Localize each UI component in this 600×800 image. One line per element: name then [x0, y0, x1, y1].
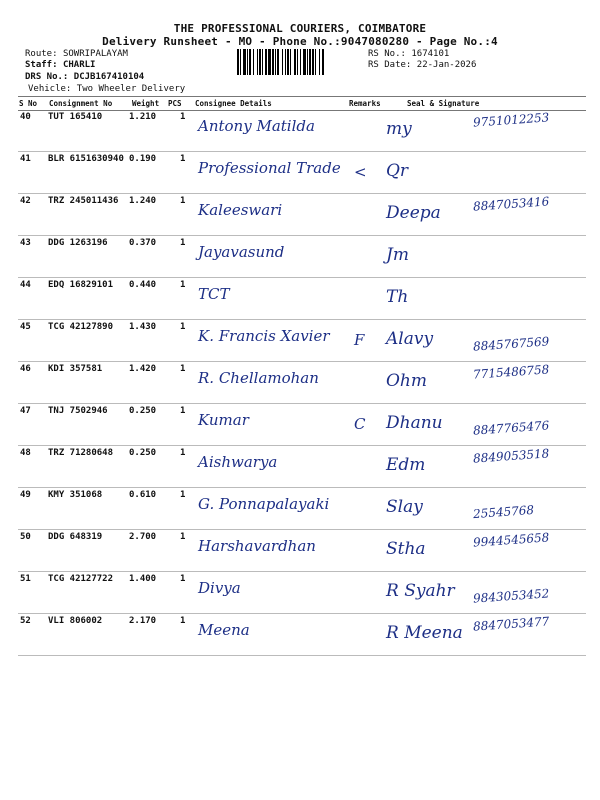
remarks-mark: <: [354, 163, 367, 181]
weight-cell: 1.400: [129, 574, 157, 584]
barcode-bar: [285, 49, 286, 75]
phone-handwriting: 8845767569: [472, 334, 550, 354]
signature: Jm: [386, 245, 409, 265]
table-row: [18, 319, 586, 362]
consignment-cell: TUT 165410: [48, 112, 103, 122]
consignee-handwriting: Aishwarya: [198, 453, 278, 471]
phone-handwriting: 9843053452: [472, 586, 550, 606]
col-remarks: Remarks: [349, 99, 381, 108]
consignee-handwriting: Antony Matilda: [198, 117, 315, 135]
barcode-bar: [249, 49, 251, 75]
pcs-cell: 1: [180, 490, 186, 500]
table-row: [18, 235, 586, 278]
sno-cell: 42: [20, 196, 31, 206]
consignee-handwriting: TCT: [198, 285, 230, 303]
phone-handwriting: 7715486758: [472, 362, 550, 382]
weight-cell: 0.250: [129, 448, 157, 458]
pcs-cell: 1: [180, 406, 186, 416]
sno-cell: 51: [20, 574, 31, 584]
consignee-handwriting: Kumar: [198, 411, 249, 429]
barcode-bar: [253, 49, 254, 75]
barcode-bar: [303, 49, 306, 75]
barcode-bar: [247, 49, 248, 75]
barcode-bar: [307, 49, 308, 75]
pcs-cell: 1: [180, 616, 186, 626]
runsheet-subtitle: Delivery Runsheet - MO - Phone No.:9047080280 - Page No.:4: [102, 35, 498, 48]
barcode-bar: [268, 49, 271, 75]
sno-cell: 44: [20, 280, 31, 290]
signature: Ohm: [386, 371, 428, 391]
pcs-cell: 1: [180, 196, 186, 206]
pcs-cell: 1: [180, 112, 186, 122]
signature: Dhanu: [386, 413, 443, 433]
barcode-bar: [262, 49, 263, 75]
consignment-cell: BLR 6151630940: [48, 154, 124, 164]
sno-cell: 52: [20, 616, 31, 626]
pcs-cell: 1: [180, 532, 186, 542]
sno-cell: 43: [20, 238, 31, 248]
sno-cell: 41: [20, 154, 31, 164]
barcode-bar: [287, 49, 289, 75]
barcode-bar: [297, 49, 298, 75]
consignee-handwriting: Meena: [198, 621, 250, 639]
barcode-bar: [272, 49, 274, 75]
barcode-bar: [309, 49, 311, 75]
consignment-cell: KMY 351068: [48, 490, 103, 500]
sno-cell: 48: [20, 448, 31, 458]
weight-cell: 2.170: [129, 616, 157, 626]
pcs-cell: 1: [180, 280, 186, 290]
table-row: [18, 277, 586, 320]
sno-cell: 40: [20, 112, 31, 122]
sno-cell: 46: [20, 364, 31, 374]
staff-label: Staff:: [25, 60, 58, 70]
table-row: [18, 151, 586, 194]
signature: Alavy: [386, 329, 434, 349]
sno-cell: 50: [20, 532, 31, 542]
weight-cell: 0.190: [129, 154, 157, 164]
table-row: [18, 613, 586, 656]
barcode-bar: [237, 49, 239, 75]
phone-handwriting: 8847053477: [472, 614, 550, 634]
pcs-cell: 1: [180, 574, 186, 584]
vehicle-value: Two Wheeler Delivery: [76, 84, 186, 94]
col-pcs: PCS: [168, 99, 182, 108]
signature: Edm: [386, 455, 426, 475]
consignee-handwriting: K. Francis Xavier: [198, 327, 330, 345]
barcode-bar: [282, 49, 283, 75]
col-consignment: Consignment No: [49, 99, 113, 108]
consignment-cell: TNJ 7502946: [48, 406, 108, 416]
drs-line: [25, 72, 144, 83]
consignee-handwriting: Divya: [198, 579, 241, 597]
weight-cell: 1.210: [129, 112, 157, 122]
consignment-cell: TRZ 71280648: [48, 448, 114, 458]
phone-handwriting: 9751012253: [472, 110, 550, 130]
consignee-handwriting: R. Chellamohan: [198, 369, 319, 387]
drs-value: DCJB167410104: [73, 72, 145, 82]
consignment-cell: DDG 648319: [48, 532, 103, 542]
weight-cell: 0.610: [129, 490, 157, 500]
sno-cell: 47: [20, 406, 31, 416]
consignee-handwriting: Harshavardhan: [198, 537, 316, 555]
pcs-cell: 1: [180, 238, 186, 248]
barcode-bar: [315, 49, 316, 75]
consignee-handwriting: G. Ponnapalayaki: [198, 495, 330, 513]
signature: Qr: [386, 161, 409, 181]
signature: Th: [386, 287, 409, 307]
remarks-mark: F: [354, 331, 365, 349]
remarks-mark: C: [354, 415, 366, 433]
staff-line: [25, 60, 95, 71]
company-title: THE PROFESSIONAL COURIERS, COIMBATORE: [173, 22, 427, 35]
rs-date-line: [368, 60, 476, 71]
consignee-handwriting: Professional Trade: [198, 159, 341, 177]
consignee-handwriting: Jayavasund: [198, 243, 285, 261]
consignment-cell: TRZ 245011436: [48, 196, 119, 206]
barcode-bar: [277, 49, 279, 75]
phone-handwriting: 25545768: [472, 502, 535, 522]
table-row: [18, 445, 586, 488]
table-row: [18, 529, 586, 572]
barcode-bar: [294, 49, 296, 75]
phone-handwriting: 8847053416: [472, 194, 550, 214]
col-sno: S No: [19, 99, 38, 108]
barcode-bar: [240, 49, 241, 75]
phone-handwriting: 9944545658: [472, 530, 550, 550]
pcs-cell: 1: [180, 364, 186, 374]
vehicle-label: Vehicle:: [28, 84, 72, 94]
table-row: [18, 571, 586, 614]
consignment-cell: KDI 357581: [48, 364, 103, 374]
signature: Stha: [386, 539, 426, 559]
table-row: [18, 361, 586, 404]
sno-cell: 49: [20, 490, 31, 500]
rs-no-line: [368, 49, 449, 60]
consignment-cell: VLI 806002: [48, 616, 103, 626]
col-signature: Seal & Signature: [407, 99, 480, 108]
vehicle-line: [28, 84, 185, 95]
col-weight: Weight: [132, 99, 160, 108]
weight-cell: 1.240: [129, 196, 157, 206]
route-line: [25, 49, 128, 60]
weight-cell: 0.370: [129, 238, 157, 248]
signature: my: [386, 119, 412, 139]
signature: R Syahr: [386, 581, 455, 601]
staff-value: CHARLI: [62, 60, 96, 70]
table-row: [18, 109, 586, 152]
consignment-cell: TCG 42127722: [48, 574, 114, 584]
phone-handwriting: 8849053518: [472, 446, 550, 466]
phone-handwriting: 8847765476: [472, 418, 550, 438]
consignment-cell: TCG 42127890: [48, 322, 114, 332]
drs-label: DRS No.:: [25, 72, 69, 82]
barcode: [236, 49, 364, 75]
barcode-bar: [259, 49, 261, 75]
barcode-bar: [300, 49, 301, 75]
pcs-cell: 1: [180, 448, 186, 458]
barcode-bar: [322, 49, 324, 75]
weight-cell: 0.250: [129, 406, 157, 416]
consignee-handwriting: Kaleeswari: [198, 201, 283, 219]
rs-date-label: RS Date:: [368, 60, 412, 70]
weight-cell: 0.440: [129, 280, 157, 290]
weight-cell: 1.420: [129, 364, 157, 374]
consignment-cell: EDQ 16829101: [48, 280, 114, 290]
table-row: [18, 403, 586, 446]
barcode-bar: [319, 49, 320, 75]
signature: Slay: [386, 497, 423, 517]
rs-no-label: RS No.:: [368, 49, 406, 59]
signature: R Meena: [386, 623, 463, 643]
col-consignee: Consignee Details: [195, 99, 272, 108]
rs-date-value: 22-Jan-2026: [416, 60, 477, 70]
rs-no-value: 1674101: [411, 49, 450, 59]
signature: Deepa: [386, 203, 441, 223]
barcode-bar: [243, 49, 246, 75]
table-row: [18, 193, 586, 236]
pcs-cell: 1: [180, 322, 186, 332]
sno-cell: 45: [20, 322, 31, 332]
weight-cell: 1.430: [129, 322, 157, 332]
barcode-bar: [257, 49, 258, 75]
weight-cell: 2.700: [129, 532, 157, 542]
barcode-bar: [275, 49, 276, 75]
barcode-bar: [265, 49, 267, 75]
route-label: Route:: [25, 49, 58, 59]
consignment-cell: DDG 1263196: [48, 238, 108, 248]
table-row: [18, 487, 586, 530]
pcs-cell: 1: [180, 154, 186, 164]
route-value: SOWRIPALAYAM: [62, 49, 128, 59]
barcode-bar: [290, 49, 291, 75]
barcode-bar: [312, 49, 314, 75]
